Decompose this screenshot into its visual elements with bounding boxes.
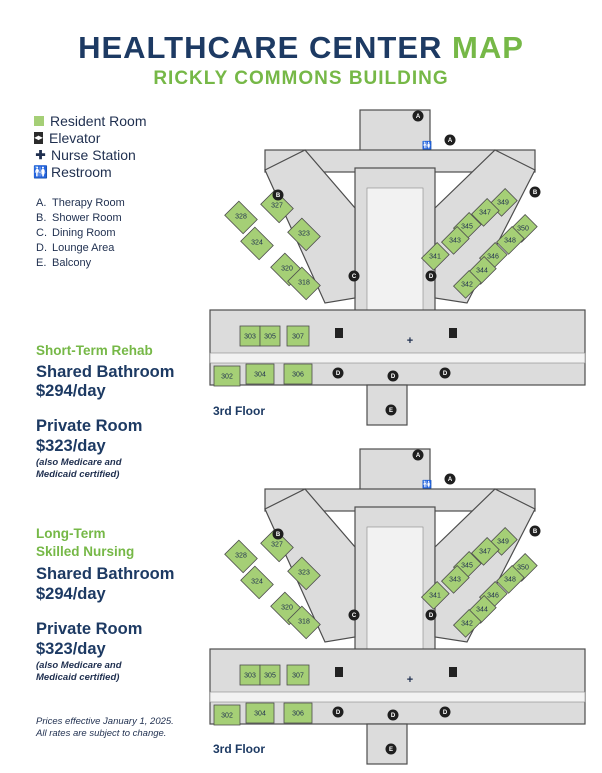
short-term-note-1: (also Medicare and — [36, 457, 122, 468]
room-number-348: 348 — [504, 576, 516, 584]
area-badge-letter: C — [351, 613, 357, 620]
long-term-shared-title: Shared Bathroom — [36, 565, 175, 583]
legend-item-restroom — [34, 163, 147, 180]
floor-map-bottom — [205, 437, 590, 772]
room-number-318: 318 — [298, 618, 310, 626]
area-badge-letter: A — [415, 114, 421, 121]
room-number-327: 327 — [271, 202, 283, 210]
elevator-icon — [335, 328, 343, 338]
room-number-349: 349 — [497, 199, 509, 207]
short-term-shared-title: Shared Bathroom — [36, 363, 175, 381]
room-key-item: A. Therapy Room — [36, 197, 125, 209]
area-badge-letter: B — [532, 190, 538, 197]
room-key-item: D. Lounge Area — [36, 242, 115, 254]
area-badge-letter: D — [335, 371, 341, 378]
room-number-345: 345 — [461, 562, 473, 570]
floor-label-top: 3rd Floor — [213, 404, 266, 418]
long-term-private-price: $323/day — [36, 640, 106, 658]
room-number-307: 307 — [292, 333, 304, 341]
room-number-350: 350 — [517, 225, 529, 233]
room-key-item: B. Shower Room — [36, 212, 122, 224]
elevator-icon — [449, 667, 457, 677]
area-badge-letter: D — [428, 613, 434, 620]
room-number-345: 345 — [461, 223, 473, 231]
area-badge-letter: D — [442, 710, 448, 717]
room-number-304: 304 — [254, 371, 266, 379]
balcony-block — [367, 385, 407, 425]
room-number-343: 343 — [449, 237, 461, 245]
long-term-shared-price: $294/day — [36, 585, 106, 603]
floor-map-top — [205, 98, 590, 433]
resident-room-swatch-icon — [34, 116, 44, 126]
long-term-label-1: Long-Term — [36, 526, 106, 541]
room-number-349: 349 — [497, 538, 509, 546]
area-badge-letter: A — [447, 477, 453, 484]
room-number-323: 323 — [298, 230, 310, 238]
room-number-324: 324 — [251, 578, 263, 586]
elevator-icon — [449, 328, 457, 338]
room-number-303: 303 — [244, 333, 256, 341]
room-number-307: 307 — [292, 672, 304, 680]
area-badge-letter: D — [335, 710, 341, 717]
room-number-328: 328 — [235, 552, 247, 560]
area-badge-letter: B — [532, 529, 538, 536]
legend-label: Resident Room — [50, 112, 147, 129]
map-legend — [34, 112, 147, 180]
legend-item-elevator — [34, 129, 147, 146]
room-number-323: 323 — [298, 569, 310, 577]
room-number-306: 306 — [292, 710, 304, 718]
room-number-347: 347 — [479, 209, 491, 217]
room-number-341: 341 — [429, 592, 441, 600]
room-number-342: 342 — [461, 281, 473, 289]
room-number-343: 343 — [449, 576, 461, 584]
room-number-302: 302 — [221, 712, 233, 720]
room-number-344: 344 — [476, 267, 488, 275]
legend-item-nurse-station — [34, 146, 147, 163]
area-badge-letter: A — [447, 138, 453, 145]
room-number-350: 350 — [517, 564, 529, 572]
footer-line-2: All rates are subject to change. — [36, 728, 167, 739]
legend-label: Nurse Station — [51, 146, 136, 163]
area-badge-letter: D — [390, 713, 396, 720]
short-term-private-price: $323/day — [36, 437, 106, 455]
short-term-shared-price: $294/day — [36, 382, 106, 400]
floor-label-bottom: 3rd Floor — [213, 742, 266, 756]
elevator-icon: ◂▸ — [34, 133, 43, 142]
room-number-305: 305 — [264, 672, 276, 680]
legend-label: Elevator — [49, 129, 101, 146]
room-key-item: C. Dining Room — [36, 227, 116, 239]
title-main: HEALTHCARE CENTER — [78, 30, 443, 65]
area-badge-letter: A — [415, 453, 421, 460]
area-badge-letter: E — [388, 408, 394, 415]
room-number-306: 306 — [292, 371, 304, 379]
area-badge-letter: C — [351, 274, 357, 281]
room-number-324: 324 — [251, 239, 263, 247]
room-number-348: 348 — [504, 237, 516, 245]
nurse-station-icon: + — [406, 674, 414, 686]
nurse-station-icon: + — [406, 335, 414, 347]
room-number-304: 304 — [254, 710, 266, 718]
area-badge-letter: D — [428, 274, 434, 281]
room-key — [36, 196, 125, 271]
room-number-305: 305 — [264, 333, 276, 341]
short-term-private-title: Private Room — [36, 417, 143, 435]
legend-label: Restroom — [51, 163, 112, 180]
room-number-318: 318 — [298, 279, 310, 287]
balcony-block — [367, 724, 407, 764]
room-number-346: 346 — [487, 592, 499, 600]
area-badge-letter: E — [388, 747, 394, 754]
footer-line-1: Prices effective January 1, 2025. — [36, 716, 174, 727]
room-number-320: 320 — [281, 604, 293, 612]
room-number-302: 302 — [221, 373, 233, 381]
nurse-station-icon: ✚ — [35, 147, 46, 162]
long-term-private-title: Private Room — [36, 620, 143, 638]
room-number-342: 342 — [461, 620, 473, 628]
title-accent: MAP — [452, 30, 524, 65]
page-title — [0, 30, 602, 66]
room-key-item: E. Balcony — [36, 257, 92, 269]
price-footer — [36, 716, 174, 740]
room-number-346: 346 — [487, 253, 499, 261]
area-badge-letter: B — [275, 532, 281, 539]
restroom-icon: 🚻 — [422, 480, 432, 489]
legend-item-resident-room — [34, 112, 147, 129]
elevator-icon — [335, 667, 343, 677]
room-number-328: 328 — [235, 213, 247, 221]
restroom-icon: 🚻 — [33, 164, 48, 179]
restroom-icon: 🚻 — [422, 141, 432, 150]
area-badge-letter: B — [275, 193, 281, 200]
room-number-320: 320 — [281, 265, 293, 273]
short-term-label: Short-Term Rehab — [36, 343, 153, 358]
long-term-label-2: Skilled Nursing — [36, 544, 135, 559]
south-corridor — [210, 353, 585, 363]
long-term-note-1: (also Medicare and — [36, 660, 122, 671]
page-subtitle: RICKLY COMMONS BUILDING — [153, 68, 449, 89]
area-badge-letter: D — [442, 371, 448, 378]
room-number-344: 344 — [476, 606, 488, 614]
room-number-347: 347 — [479, 548, 491, 556]
area-badge-letter: D — [390, 374, 396, 381]
room-number-341: 341 — [429, 253, 441, 261]
south-corridor — [210, 692, 585, 702]
room-number-303: 303 — [244, 672, 256, 680]
room-number-327: 327 — [271, 541, 283, 549]
long-term-note-2: Medicaid certified) — [36, 672, 120, 683]
short-term-note-2: Medicaid certified) — [36, 469, 120, 480]
